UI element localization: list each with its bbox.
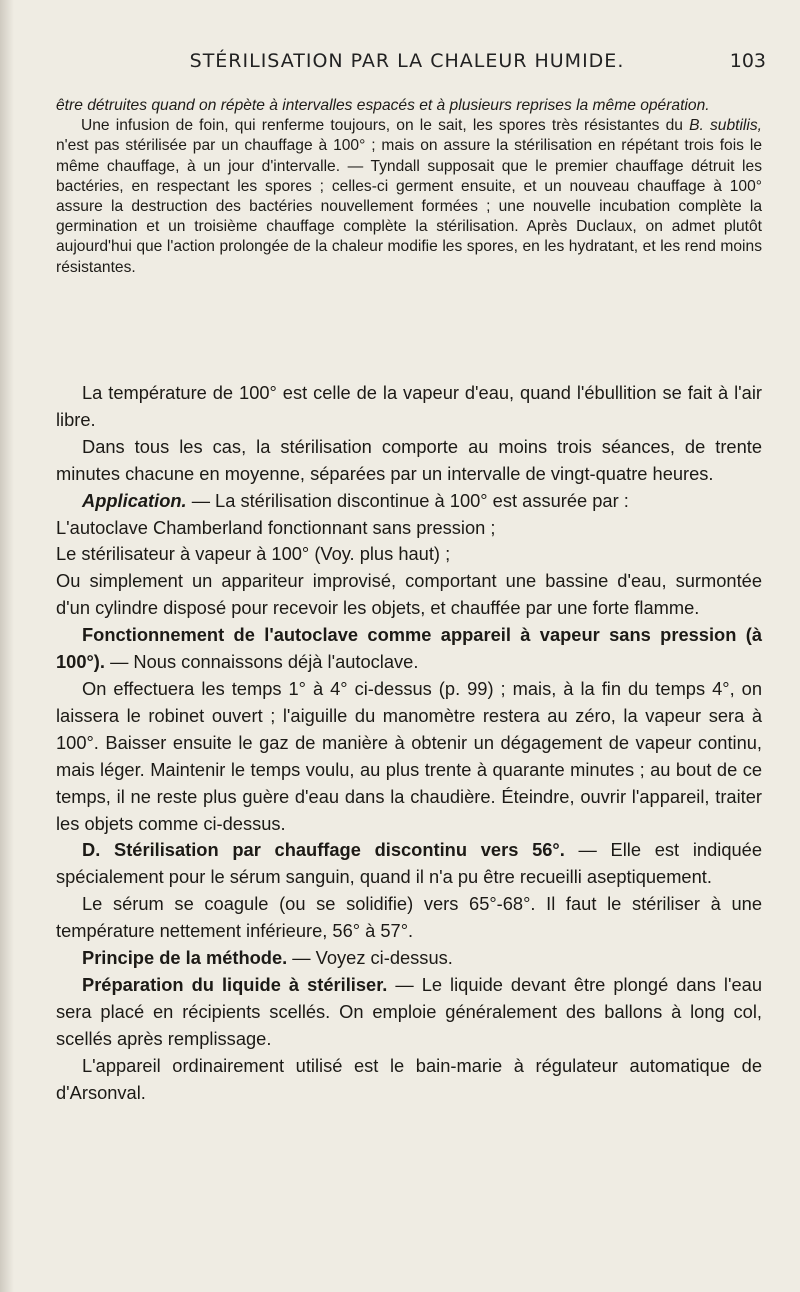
paragraph: Le sérum se coagule (ou se solidifie) vers 65°-68°. Il faut le stériliser à une température nettement inférieure, 56° à 57°. [56, 893, 762, 942]
paragraph: La température de 100° est celle de la vapeur d'eau, quand l'ébullition se fait à l'air libre. [56, 382, 762, 430]
paragraph: Dans tous les cas, la stérilisation comporte au moins trois séances, de trente minutes chacune en moyenne, séparées par un intervalle de vingt-quatre heures. [56, 435, 762, 484]
preparation-paragraph [56, 972, 762, 1053]
main-text [56, 380, 762, 1106]
paragraph-text: — Nous connaissons déjà l'autoclave. [104, 651, 419, 673]
paragraph-text: Une infusion de foin, qui renferme toujours, on le sait, les spores très résistantes du [81, 117, 690, 135]
application-paragraph [56, 488, 762, 515]
paragraph: L'appareil ordinairement utilisé est le bain-marie à régulateur automatique de d'Arsonval. [56, 1054, 762, 1103]
paragraph-text: n'est pas stérilisée par un chauffage à 100° ; mais on assure la stérilisation en répétant trois fois le même chauffage, à un jour d'intervalle. — Tyndall supposait que le premier chauffage détruit les bactéries, en respectant les spores ; celles-ci germent ensuite, et un nouveau chauffage à 100° assure la destruction des bactéries nouvellement formées ; une nouvelle incubation complète la germination et un troisième chauffage complète la stérilisation. Après Duclaux, on admet plutôt aujourd'hui que l'action prolongée de la chaleur modifie les spores, en les hydratant, et les rend moins résistantes. [56, 137, 762, 276]
autoclave-paragraph [56, 622, 762, 676]
paragraph-text: — La stérilisation discontinue à 100° est assurée par : [186, 489, 629, 511]
section-heading: Principe de la méthode. [82, 947, 288, 969]
continued-line: être détruites quand on répète à intervalles espacés et à plusieurs reprises la même opération. [56, 97, 710, 114]
paragraph-text: — Voyez ci-dessus. [287, 947, 453, 969]
page-gutter-edge [0, 0, 14, 1292]
species-name: B. subtilis, [689, 117, 762, 135]
principle-paragraph [56, 945, 762, 972]
section-heading: Fonctionnement de l'autoclave comme appareil à vapeur sans pression (à 100°). [56, 624, 762, 673]
paragraph-text: — Le liquide devant être plongé dans l'eau sera placé en récipients scellés. On emploie généralement des ballons à long col, scellés après remplissage. [56, 973, 762, 1049]
paragraph-text: — Elle est indiquée spécialement pour le sérum sanguin, quand il n'a pu être recueilli aseptiquement. [56, 839, 762, 888]
small-print-section [56, 96, 762, 278]
list-item: Le stérilisateur à vapeur à 100° (Voy. plus haut) ; [56, 543, 451, 565]
section-heading: D. Stérilisation par chauffage discontinu vers 56°. [82, 839, 565, 861]
paragraph: On effectuera les temps 1° à 4° ci-dessus (p. 99) ; mais, à la fin du temps 4°, on laissera le robinet ouvert ; l'aiguille du manomètre restera au zéro, la vapeur sera à 100°. Baisser ensuite le gaz de manière à obtenir un dégagement de vapeur continu, mais léger. Maintenir le temps voulu, au plus trente à quarante minutes ; au bout de ce temps, il ne reste plus guère d'eau dans la chaudière. Éteindre, ouvrir l'appareil, traiter les objets comme ci-dessus. [56, 677, 762, 834]
running-title: STÉRILISATION PAR LA CHALEUR HUMIDE. [189, 50, 625, 72]
section-label: Application. [82, 489, 187, 511]
section-d-paragraph [56, 837, 762, 891]
list-item: Ou simplement un appariteur improvisé, comportant une bassine d'eau, surmontée d'un cylindre disposé pour recevoir les objets, et chauffée par une forte flamme. [56, 570, 762, 619]
running-header [48, 50, 766, 90]
list-item: L'autoclave Chamberland fonctionnant sans pression ; [56, 516, 496, 538]
page-number: 103 [729, 50, 766, 72]
section-heading: Préparation du liquide à stériliser. [82, 973, 388, 995]
tyndall-paragraph [56, 116, 762, 278]
